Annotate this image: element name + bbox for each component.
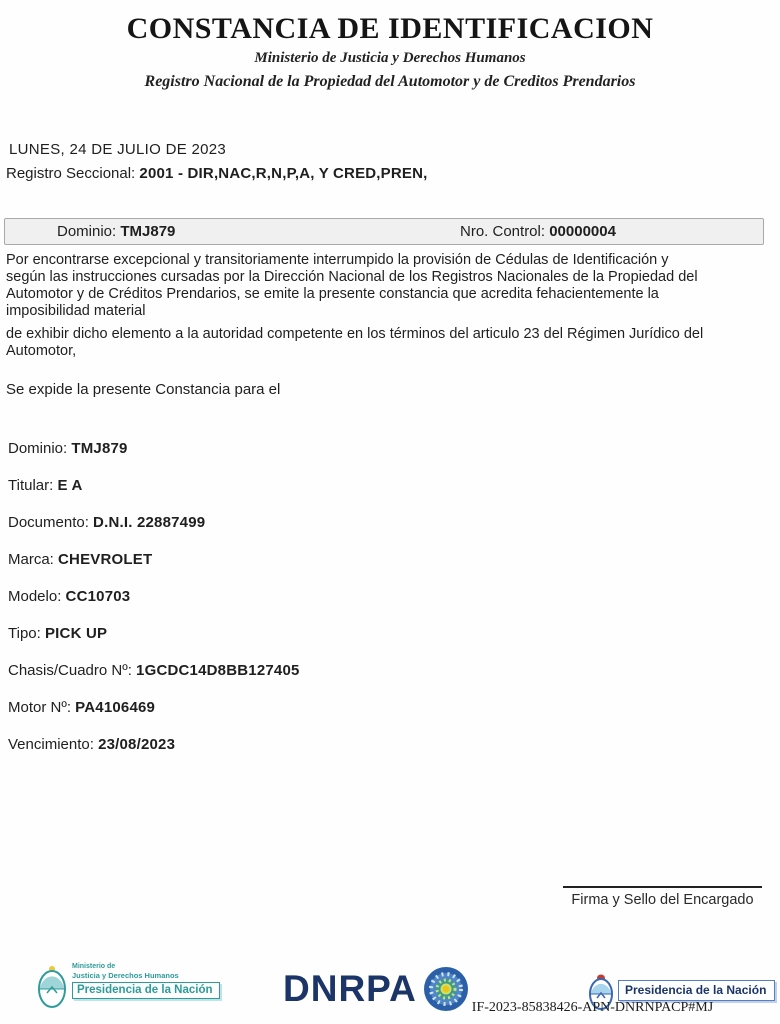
signature-caption: Firma y Sello del Encargado (571, 892, 754, 908)
paragraph-line: Automotor, (6, 343, 77, 359)
field-value: 1GCDC14D8BB127405 (136, 662, 300, 679)
paragraph-line: de exhibir dicho elemento a la autoridad competente en los términos del articulo 23 del Régimen Jurídico del (6, 326, 704, 342)
field-value: PICK UP (44, 625, 108, 642)
field-value: E A (57, 477, 83, 494)
paragraph-legal-terms (6, 326, 774, 360)
ministry-line1: Ministerio de (72, 963, 116, 970)
control-bar-dominio (57, 219, 175, 244)
signature-block (563, 886, 762, 908)
control-bar-nro-control (460, 219, 616, 244)
field-label: Dominio: (8, 440, 68, 457)
field-value: 23/08/2023 (98, 736, 176, 753)
field-value: PA4106469 (75, 699, 156, 716)
field-label: Documento: (8, 514, 89, 531)
field-value: D.N.I. 22887499 (93, 514, 206, 531)
vehicle-fields (8, 440, 300, 753)
footer-ministry-text (72, 963, 220, 999)
body-text (6, 252, 774, 360)
field-dominio (8, 440, 300, 457)
paragraph-line: imposibilidad material (6, 303, 146, 319)
field-titular (8, 477, 300, 494)
field-motor (8, 699, 300, 716)
field-value: CC10703 (65, 588, 131, 605)
dominio-label: Dominio: (57, 223, 117, 240)
field-chasis (8, 662, 300, 679)
nro-control-label: Nro. Control: (460, 223, 546, 240)
paragraph-line: según las instrucciones cursadas por la Dirección Nacional de los Registros Nacionales de la Propiedad del (6, 269, 698, 285)
page-title: CONSTANCIA DE IDENTIFICACION (126, 12, 654, 45)
field-tipo (8, 625, 300, 642)
registro-seccional-label: Registro Seccional: (6, 165, 136, 182)
control-bar (4, 218, 764, 245)
paragraph-line: Automotor y de Créditos Prendarios, se emite la presente constancia que acredita fehacientemente la (6, 286, 659, 302)
field-label: Tipo: (8, 625, 41, 642)
presidencia-badge-right: Presidencia de la Nación (618, 980, 775, 1001)
field-label: Vencimiento: (8, 736, 94, 753)
field-label: Modelo: (8, 588, 62, 605)
paragraph-interruption-notice (6, 252, 774, 320)
field-documento (8, 514, 300, 531)
coat-of-arms-teal-icon (36, 963, 68, 1009)
presidencia-badge-left: Presidencia de la Nación (72, 982, 220, 999)
signature-line (563, 886, 762, 888)
footer-ministry-logo (36, 963, 220, 1009)
date-line: LUNES, 24 DE JULIO DE 2023 (9, 141, 227, 158)
field-value: TMJ879 (71, 440, 128, 457)
registro-seccional-line (6, 165, 428, 182)
registry-subtitle: Registro Nacional de la Propiedad del Automotor y de Creditos Prendarios (144, 73, 636, 90)
dominio-value: TMJ879 (120, 223, 176, 240)
field-label: Marca: (8, 551, 54, 568)
field-label: Titular: (8, 477, 54, 494)
field-label: Motor Nº: (8, 699, 71, 716)
registro-seccional-value: 2001 - DIR,NAC,R,N,P,A, Y CRED,PREN, (139, 165, 428, 182)
field-vencimiento (8, 736, 300, 753)
ministry-subtitle: Ministerio de Justicia y Derechos Humanos (254, 50, 526, 66)
field-label: Chasis/Cuadro Nº: (8, 662, 132, 679)
issue-statement: Se expide la presente Constancia para el (6, 381, 281, 398)
field-marca (8, 551, 300, 568)
ministry-line2: Justicia y Derechos Humanos (72, 971, 179, 980)
nro-control-value: 00000004 (549, 223, 616, 240)
paragraph-line: Por encontrarse excepcional y transitoriamente interrumpido la provisión de Cédulas de Identificación y (6, 252, 669, 268)
field-value: CHEVROLET (58, 551, 153, 568)
dnrpa-wordmark: DNRPA (283, 968, 417, 1009)
field-modelo (8, 588, 300, 605)
document-id: IF-2023-85838426-APN-DNRNPACP#MJ (471, 1000, 714, 1015)
